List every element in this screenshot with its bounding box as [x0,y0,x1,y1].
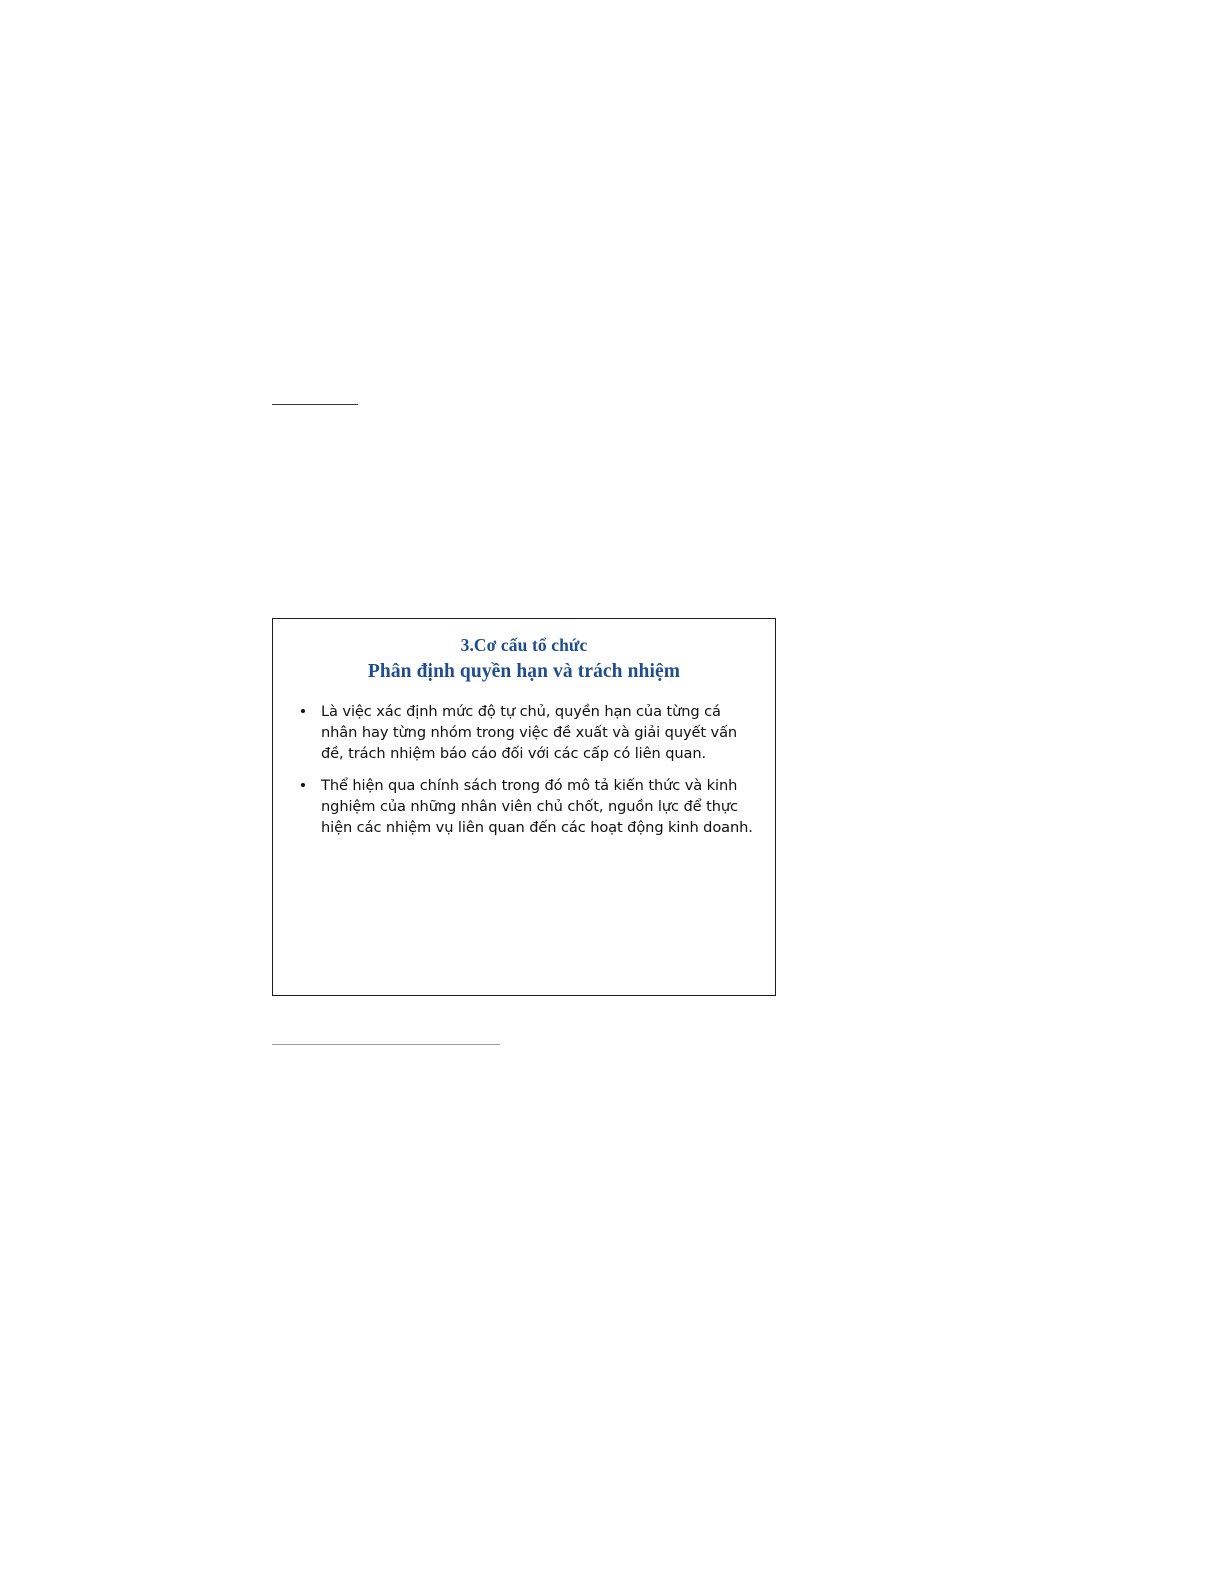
slide-title [295,635,753,684]
list-item [295,776,753,838]
top-divider-rule [272,404,358,405]
bullet-dot-icon [301,709,305,713]
bottom-divider-rule [272,1044,500,1045]
bullet-dot-icon [301,783,305,787]
bullet-text: Thể hiện qua chính sách trong đó mô tả kiến thức và kinh nghiệm của những nhân viên chủ chốt, nguồn lực để thực hiện các nhiệm vụ liên quan đến các hoạt động kinh doanh. [321,777,753,836]
slide-bullet-list [295,702,753,838]
list-item [295,702,753,764]
slide-title-line-2: Phân định quyền hạn và trách nhiệm [367,660,681,682]
slide-title-line-1: 3.Cơ cấu tổ chức [460,635,588,655]
slide-frame [272,618,776,996]
bullet-text: Là việc xác định mức độ tự chủ, quyền hạn của từng cá nhân hay từng nhóm trong việc đề xuất và giải quyết vấn đề, trách nhiệm báo cáo đối với các cấp có liên quan. [321,703,738,762]
